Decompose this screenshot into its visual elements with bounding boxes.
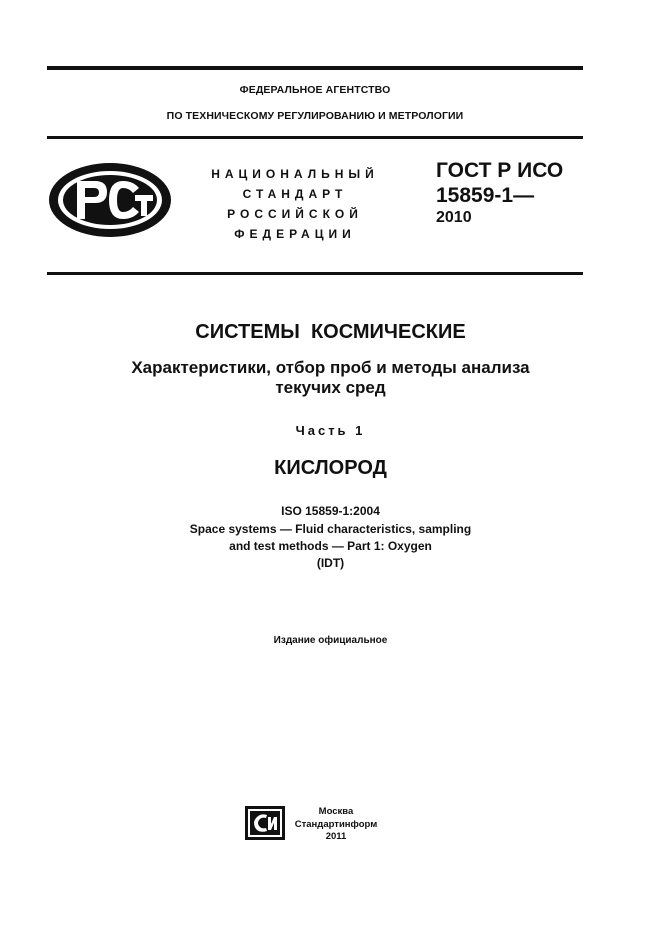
top-rule — [47, 66, 583, 70]
standard-year: 2010 — [436, 209, 472, 226]
equivalence-degree: (IDT) — [316, 556, 345, 570]
rst-certification-mark-icon — [47, 161, 173, 239]
document-title: СИСТЕМЫ КОСМИЧЕСКИЕ — [195, 321, 466, 343]
document-subtitle-line1: Характеристики, отбор проб и методы анализа — [131, 358, 530, 377]
part-label: Часть 1 — [295, 423, 366, 438]
standard-designation-line2: 15859-1— — [436, 184, 535, 207]
edition-label: Издание официальное — [273, 635, 388, 646]
publisher-city: Москва — [318, 806, 354, 817]
national-standard-line3: РОССИЙСКОЙ — [227, 207, 363, 221]
iso-title-line1: Space systems — Fluid characteristics, sampling — [189, 522, 472, 536]
header-rule — [47, 136, 583, 139]
document-subtitle-line2: текучих сред — [275, 378, 386, 397]
iso-number: ISO 15859-1:2004 — [281, 504, 380, 518]
middle-rule — [47, 272, 583, 275]
agency-name-line2: ПО ТЕХНИЧЕСКОМУ РЕГУЛИРОВАНИЮ И МЕТРОЛОГИИ — [166, 110, 464, 122]
national-standard-line1: НАЦИОНАЛЬНЫЙ — [211, 167, 379, 181]
publisher-name: Стандартинформ — [294, 819, 378, 830]
part-title: КИСЛОРОД — [274, 457, 387, 479]
agency-name-line1: ФЕДЕРАЛЬНОЕ АГЕНТСТВО — [239, 84, 391, 96]
standard-designation-line1: ГОСТ Р ИСО — [436, 159, 564, 182]
iso-title-line2: and test methods — Part 1: Oxygen — [229, 539, 432, 553]
national-standard-line2: СТАНДАРТ — [242, 187, 348, 201]
standartinform-logo-icon — [245, 806, 285, 840]
publisher-year: 2011 — [325, 831, 347, 842]
national-standard-line4: ФЕДЕРАЦИИ — [234, 227, 356, 241]
